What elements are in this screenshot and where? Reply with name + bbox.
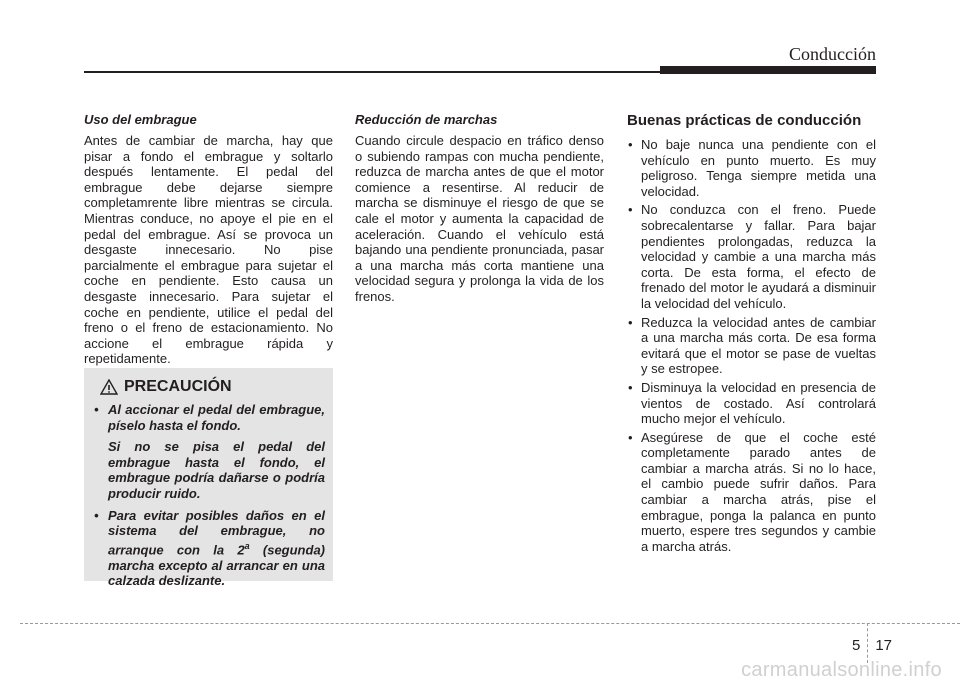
warning-triangle-icon: [100, 379, 118, 395]
list-item: [627, 202, 876, 311]
bullet-text: No conduzca con el freno. Puede sobrecalentarse y fallar. Para bajar pendientes prolongadas, reduzca la velocidad y cambie a una marcha más corta. De esta forma, el efecto de frenado del motor le ayudará a disminuir la velocidad del vehículo.: [641, 202, 876, 311]
caution-item-2-post: (segunda) marcha excepto al arrancar en una calzada deslizante.: [108, 542, 325, 589]
column-clutch: [84, 112, 333, 367]
column-good-practices: [627, 112, 876, 557]
bullet-dot: •: [94, 402, 99, 417]
page-section: 5: [852, 636, 861, 654]
bullet-dot: •: [628, 137, 633, 152]
bullet-dot: •: [628, 429, 633, 445]
page-header-title: Conducción: [789, 44, 876, 64]
clutch-subheading: Uso del embrague: [84, 112, 197, 127]
caution-item-1b: Si no se pisa el pedal del embrague hasta el fondo, el embrague podría dañarse o podría producir ruido.: [108, 439, 325, 501]
list-item: [627, 315, 876, 377]
downshift-body: Cuando circule despacio en tráfico denso o subiendo rampas con mucha pendiente, reduzca de marcha antes de que el motor comience a resentirse. Al reducir de marcha se disminuye el riesgo de que se cale el motor y aumenta la capacidad de aceleración. Cuando el vehículo está bajando una pendiente pronunciada, pasar a una marcha más corta mantiene una velocidad segura y prolonga la vida de los frenos.: [355, 133, 604, 304]
bullet-text: Disminuya la velocidad en presencia de vientos de costado. Así controlará mucho mejor el vehículo.: [641, 379, 876, 427]
header-rule-thin: [84, 71, 660, 73]
footer-rule: [20, 623, 960, 624]
bullet-dot: •: [94, 507, 99, 523]
downshift-subheading: Reducción de marchas: [355, 112, 498, 127]
caution-item-2-pre: Para evitar posibles daños en el sistema del embrague, no arranque con la 2: [108, 507, 325, 558]
bullet-text: Asegúrese de que el coche esté completamente parado antes de cambiar a marcha atrás. Si no lo hace, el cambio puede sufrir daños. Para cambiar a marcha atrás, pise el embrague, ponga la palanca en punto muerto, espere tres segundos y cambie a marcha atrás.: [641, 429, 876, 554]
good-practices-list: [627, 137, 876, 554]
caution-title: PRECAUCIÓN: [124, 378, 232, 395]
watermark: carmanualsonline.info: [741, 659, 942, 681]
page-number: [852, 627, 892, 663]
list-item: [627, 137, 876, 199]
bullet-text: Reduzca la velocidad antes de cambiar a una marcha más corta. De esa forma evitará que el motor se pase de vueltas y se estropee.: [641, 314, 876, 377]
page-num: 17: [875, 636, 893, 654]
bullet-text: No baje nunca una pendiente con el vehículo en punto muerto. Es muy peligroso. Tenga siempre metida una velocidad.: [641, 137, 876, 199]
list-item: [627, 380, 876, 427]
caution-header: [92, 378, 325, 396]
column-downshift: [355, 112, 604, 305]
caution-item-2: [108, 508, 325, 589]
caution-item-1a: Al accionar el pedal del embrague, píselo hasta el fondo.: [108, 402, 325, 433]
bullet-dot: •: [628, 202, 633, 218]
caution-list: [92, 402, 325, 589]
clutch-body: Antes de cambiar de marcha, hay que pisar a fondo el embrague y soltarlo después lentamente. El pedal del embrague debe dejarse siempre completamrente libre mientras se circula. Mientras conduce, no apoye el pie en el pedal del embrague. Así se provoca un desgaste innecesario. No pise parcialmente el embrague para sujetar el coche en pendiente. Esto causa un desgaste innecesario. Para sujetar el coche en pendiente, utilice el pedal del freno o el freno de estacionamiento. No accione el embrague rápida y repetidamente.: [84, 133, 333, 367]
good-practices-title: Buenas prácticas de conducción: [627, 112, 862, 129]
bullet-dot: •: [628, 379, 633, 395]
list-item: [627, 430, 876, 555]
header-rule-thick: [660, 66, 876, 74]
caution-item-2-sup: a: [244, 540, 250, 551]
caution-item: [92, 402, 325, 502]
caution-box: [84, 368, 333, 589]
bullet-dot: •: [628, 314, 633, 330]
caution-item: [92, 508, 325, 589]
